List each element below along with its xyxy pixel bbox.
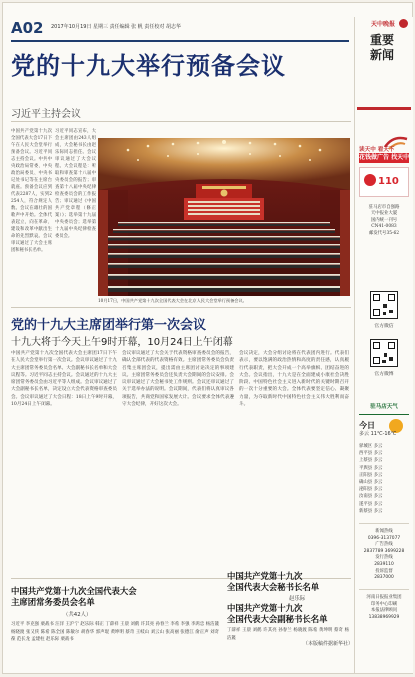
contact-line: 投诉监督 (375, 568, 393, 574)
ad-promo-banner: 花钱做广告 找天中 (359, 154, 409, 161)
weather-item: 确山县 多云 (359, 480, 383, 486)
second-story-column-1: 中国共产党第十九次全国代表大会主席团17日下午在人民大会堂举行第一次会议。会议审议通过了十九大主席团常务委员会名单、大会副秘书长名单和大会议程等。习近平同志主持会议。会议通过的十九大主席团常务委员会由习近平等人组成。会议审议通过了大会副秘书长名单，决定设立大会代表资格审查委员会。会议审议通过了大会日程：18日上午9时开幕，10月24日上午闭幕。 (11, 351, 117, 408)
issue-meta: 2017年10月19日 星期三 责任编辑 张 帆 责任校对 胡志华 (51, 24, 181, 30)
standing-committee-title: 中国共产党第十九次全国代表大会 主席团常务委员会名单 (11, 586, 137, 607)
news-source: （本版稿件据新华社） (303, 641, 354, 647)
main-story-column-2: 习近平同志宣布，大会主席团由243人组成，大会秘书长由赵乐际同志担任。会议审议通过了大会议程。大会议程是：听取和审查第十八届中央委员会的报告；审查第十八届中央纪律检查委员会的工作报告；审议通过《中国共产党章程（修正案）》；选举第十九届中央委员会；选举第十九届中央纪律检查委员会。 (55, 129, 96, 239)
main-subhead: 习近平主持会议 (11, 109, 81, 120)
print-info (359, 595, 409, 621)
info-line-3: 国内统一刊号 (370, 217, 398, 223)
weather-item: 西平县 多云 (359, 451, 383, 457)
story-divider (11, 307, 351, 308)
brand-logo-icon (399, 19, 408, 28)
weibo-qr-code[interactable] (370, 339, 398, 367)
paper-info (359, 205, 409, 237)
photo-caption: 10月17日，中国共产党第十九次全国代表大会在北京人民大会堂举行预备会议。 (98, 298, 247, 303)
contact-divider (359, 523, 409, 524)
page-number: A02 (11, 19, 44, 37)
headline-rule (11, 121, 351, 122)
weather-item: 平舆县 多云 (359, 465, 383, 471)
info-line-5: 邮发代号35-62 (368, 230, 400, 236)
standing-committee-names: 习近平 李克强 栗战书 汪洋 王沪宁 赵乐际 韩正 丁薛祥 王晨 刘鹤 许其亮 孙春兰 李希 李强 李鸿忠 杨洁篪 杨晓渡 张又侠 陈希 陈全国 陈敏尔 胡春华 郭声琨 黄坤明 蔡奇 王岐山 刘云山 张高丽 张德江 俞正声 刘奇葆 范长龙 孟建柱 赵乐际 栗战书 (11, 622, 219, 643)
ad-circle-icon (364, 174, 376, 186)
main-headline: 党的十九大举行预备会议 (11, 52, 286, 80)
main-story-column-1: 中国共产党第十九次全国代表大会17日下午在人民大会堂举行预备会议。习近平同志主持会议。中共中央政治局常委、中央政治局委员、中央书记处书记等在主席台就座。预备会议应到代表2287人，实到2254人，符合规定人数。会议在雄壮的国歌声中开始。全体代表起立，向在革命、建设和改革中献出生命的先烈默哀。会议审议通过了大会主席团和秘书长名单。 (11, 129, 52, 253)
weather-today: 今日 (359, 421, 375, 430)
section-bar (357, 107, 411, 110)
second-subhead: 十九大将于今天上午9时开幕，10月24日上午闭幕 (11, 337, 233, 348)
weather-item: 正阳县 多云 (359, 472, 383, 478)
slogan: 读天中 看天下 (359, 147, 395, 153)
print-line: 13838969929 (368, 614, 400, 620)
info-line-1: 驻马店市自强路 (368, 205, 400, 210)
deputy-secretaries-title: 中国共产党第十九次 全国代表大会副秘书长名单 (227, 603, 328, 624)
deputy-secretaries-names: 丁薛祥 王晨 刘鹤 许其亮 孙春兰 杨晓渡 陈希 黄坤明 蔡奇 杨洁篪 (227, 628, 349, 641)
contact-info (359, 529, 409, 582)
contact-line: 2839110 (374, 561, 394, 567)
second-story-column-3: 会议决定，大会分组讨论将在代表团内进行。代表们表示，要以饱满的政治热情和高度的责任感，认真履行代表职责，把大会开成一个高举旗帜、团结奋进的大会。会议指出，十九大是在全面建成小康社会决胜阶段、中国特色社会主义进入新时代的关键时期召开的一次十分重要的大会。全体代表要坚定信心、凝聚力量，为夺取新时代中国特色社会主义伟大胜利而奋斗。 (239, 351, 349, 408)
contact-line: 发行热线 (375, 555, 393, 561)
weibo-label: 官方微博 (374, 372, 394, 377)
contact-line: 2837789 3699228 (363, 548, 405, 554)
congress-hall-photo (98, 138, 350, 296)
section-title-line-2: 新闻 (369, 48, 394, 62)
page-header (11, 19, 351, 39)
contact-line: 新闻热线 (375, 529, 393, 534)
section-title (359, 33, 405, 63)
print-line: 河南日报报业集团 (366, 595, 402, 600)
second-story-column-2: 会议审议通过了大会关于代表资格审查委员会的报告，确认全部代表的代表资格有效。主席团常务委员会负责召集主席团会议，提出需由主席团讨论决定的事项建议。主席团常务委员会还负责大会期间的会议安排。会议审议通过了大会秘书处工作规则。会议还审议通过了关于选举办法的说明。会议期间，代表们将认真审议各项报告，共商党和国家发展大计。会议要求全体代表遵守大会纪律，开好这次大会。 (122, 351, 234, 408)
contact-line: 0396-3137077 (367, 535, 401, 541)
contact-line: 2837000 (374, 575, 394, 581)
weather-temperature: 多云 11℃-16℃ (359, 431, 397, 437)
ad-box (359, 167, 409, 197)
weather-item: 新蔡县 多云 (359, 508, 383, 514)
weather-item: 驿城区 多云 (359, 444, 383, 449)
weather-item: 汝南县 多云 (359, 494, 383, 500)
print-divider (359, 589, 409, 590)
weather-item: 泌阳县 多云 (359, 487, 383, 493)
info-line-2: 天中报业大厦 (370, 211, 398, 217)
print-line: 印务中心印刷 (370, 601, 398, 607)
standing-committee-count: （共42人） (63, 612, 92, 618)
secretary-general-title: 中国共产党第十九次 全国代表大会秘书长名单 (227, 571, 320, 592)
header-rule (11, 40, 349, 42)
weather-rule (359, 414, 409, 415)
brand-name: 天中晚报 (370, 21, 395, 28)
county-weather-list (359, 443, 409, 515)
print-line: 本报法律顾问 (370, 608, 398, 614)
info-line-4: CN41-0083 (371, 224, 397, 230)
contact-line: 广告热线 (375, 542, 393, 548)
weather-item: 上蔡县 多云 (359, 458, 383, 464)
wechat-label: 官方微信 (374, 324, 394, 329)
weather-item: 遂平县 多云 (359, 501, 383, 507)
second-headline: 党的十九大主席团举行第一次会议 (11, 318, 207, 333)
newspaper-page (2, 2, 413, 674)
ad-number: 110 (378, 176, 399, 187)
wechat-qr-code[interactable] (370, 291, 398, 319)
section-title-line-1: 重要 (369, 33, 394, 47)
sidebar (355, 17, 413, 673)
secretary-general-name: 赵乐际 (289, 596, 306, 602)
weather-title: 驻马店天气 (370, 404, 398, 410)
